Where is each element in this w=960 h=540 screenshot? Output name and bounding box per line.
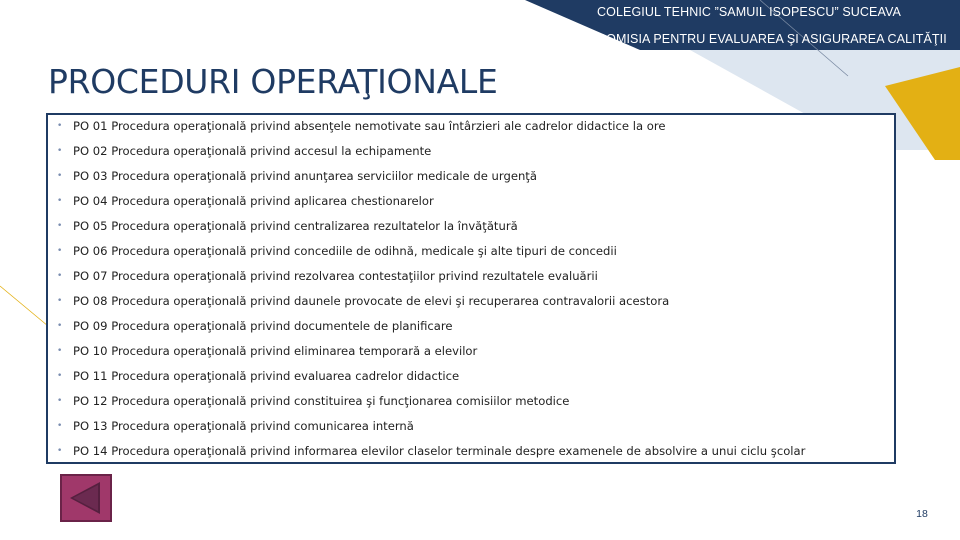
procedure-text: PO 09 Procedura operaţională privind documentele de planificare — [73, 319, 453, 333]
procedure-text: PO 03 Procedura operaţională privind anunţarea serviciilor medicale de urgenţă — [73, 169, 537, 183]
procedure-text: PO 10 Procedura operaţională privind eliminarea temporară a elevilor — [73, 344, 478, 358]
procedure-text: PO 06 Procedura operaţională privind concediile de odihnă, medicale şi alte tipuri de concedii — [73, 244, 617, 258]
bullet-icon: • — [57, 196, 63, 206]
bullet-icon: • — [57, 296, 63, 306]
triangle-left-icon — [62, 476, 110, 520]
procedure-text: PO 12 Procedura operaţională privind constituirea şi funcţionarea comisiilor metodice — [73, 394, 570, 408]
bullet-icon: • — [57, 396, 63, 406]
page-number: 18 — [916, 508, 928, 520]
bullet-icon: • — [57, 421, 63, 431]
bullet-icon: • — [57, 246, 63, 256]
commission-name: COMISIA PENTRU EVALUAREA ŞI ASIGURAREA CALITĂŢII — [597, 32, 947, 46]
procedure-text: PO 02 Procedura operaţională privind accesul la echipamente — [73, 144, 432, 158]
bullet-icon: • — [57, 446, 63, 456]
bullet-icon: • — [57, 221, 63, 231]
procedure-text: PO 11 Procedura operaţională privind evaluarea cadrelor didactice — [73, 369, 460, 383]
procedure-text: PO 13 Procedura operaţională privind comunicarea internă — [73, 419, 414, 433]
bullet-icon: • — [57, 346, 63, 356]
page-title: PROCEDURI OPERAŢIONALE — [48, 62, 498, 101]
bullet-icon: • — [57, 171, 63, 181]
procedure-text: PO 08 Procedura operaţională privind daunele provocate de elevi şi recuperarea contravalorii acestora — [73, 294, 670, 308]
procedures-list — [46, 113, 896, 464]
bullet-icon: • — [57, 146, 63, 156]
bullet-icon: • — [57, 121, 63, 131]
procedure-text: PO 14 Procedura operaţională privind informarea elevilor claselor terminale despre examenele de absolvire a unui ciclu şcolar — [73, 444, 806, 458]
back-button[interactable] — [60, 474, 112, 522]
procedure-text: PO 04 Procedura operaţională privind aplicarea chestionarelor — [73, 194, 434, 208]
bullet-icon: • — [57, 271, 63, 281]
bullet-icon: • — [57, 321, 63, 331]
gold-left-line — [0, 286, 48, 326]
procedure-text: PO 07 Procedura operaţională privind rezolvarea contestaţiilor privind rezultatele evaluării — [73, 269, 598, 283]
procedure-text: PO 01 Procedura operaţională privind absenţele nemotivate sau întârzieri ale cadrelor didactice la ore — [73, 119, 666, 133]
bullet-icon: • — [57, 371, 63, 381]
procedure-text: PO 05 Procedura operaţională privind centralizarea rezultatelor la învăţătură — [73, 219, 518, 233]
school-name: COLEGIUL TEHNIC ”SAMUIL ISOPESCU” SUCEAVA — [597, 5, 901, 19]
